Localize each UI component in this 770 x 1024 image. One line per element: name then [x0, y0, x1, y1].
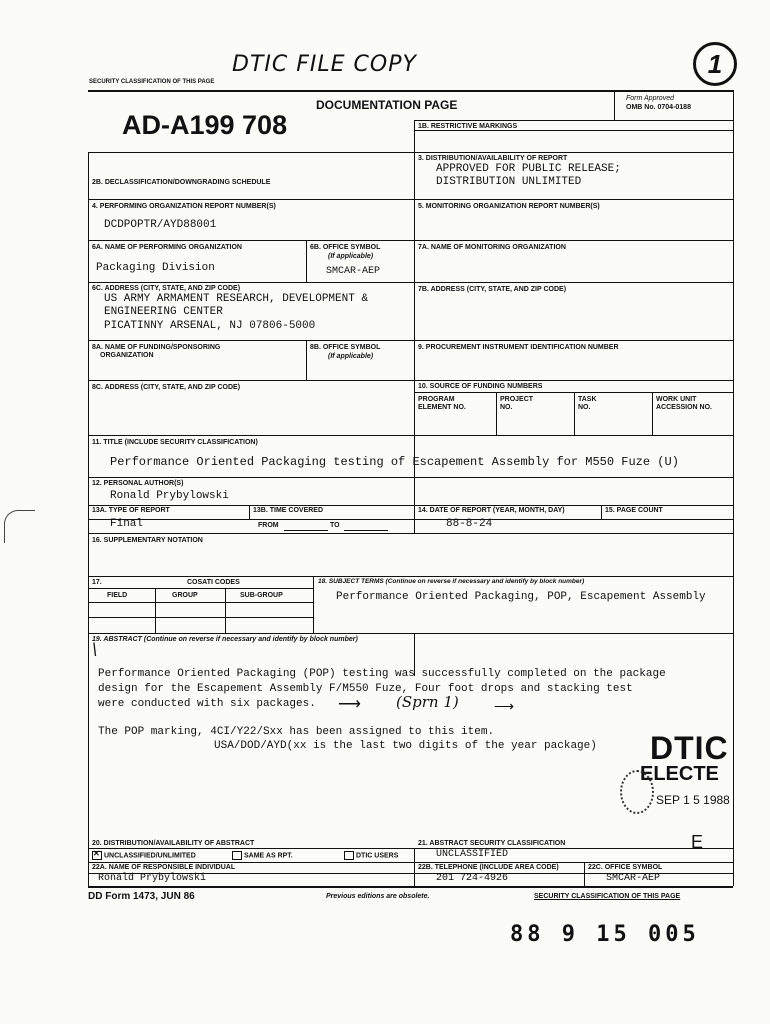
report-number-label: 4. PERFORMING ORGANIZATION REPORT NUMBER(S) — [92, 203, 276, 210]
report-type-value: Final — [110, 518, 144, 530]
cosati-field-label: FIELD — [107, 592, 128, 599]
abstract-security-value: UNCLASSIFIED — [436, 849, 509, 860]
ad-number: AD-A199 708 — [122, 110, 288, 140]
work-unit-label: WORK UNIT — [656, 396, 697, 403]
cosati-codes-label: COSATI CODES — [187, 579, 240, 586]
address-line-3: PICATINNY ARSENAL, NJ 07806-5000 — [104, 320, 316, 332]
dtic-stamp-electe: ELECTE — [640, 763, 719, 785]
abstract-label: 19. ABSTRACT (Continue on reverse if necessary and identify by block number) — [92, 636, 358, 643]
funding-office-symbol-label: 8B. OFFICE SYMBOL — [310, 344, 381, 351]
office-symbol-22c-label: 22C. OFFICE SYMBOL — [588, 864, 663, 871]
form-id: DD Form 1473, JUN 86 — [88, 891, 195, 902]
cosati-number-label: 17. — [92, 579, 102, 586]
telephone-value: 201 724-4926 — [436, 873, 509, 884]
same-as-rpt-option[interactable]: SAME AS RPT. — [232, 851, 293, 860]
performing-org-label: 6A. NAME OF PERFORMING ORGANIZATION — [92, 244, 242, 251]
abstract-line-1: Performance Oriented Packaging (POP) testing was successfully completed on the package — [98, 668, 666, 680]
program-element-label-2: ELEMENT NO. — [418, 404, 466, 411]
address-line-1: US ARMY ARMAMENT RESEARCH, DEVELOPMENT & — [104, 293, 369, 305]
task-no-label-2: NO. — [578, 404, 591, 411]
abstract-security-label: 21. ABSTRACT SECURITY CLASSIFICATION — [418, 840, 566, 847]
date-of-report-label: 14. DATE OF REPORT (YEAR, MONTH, DAY) — [418, 507, 565, 514]
time-covered-label: 13B. TIME COVERED — [253, 507, 324, 514]
abstract-line-4: The POP marking, 4CI/Y22/Sxx has been assigned to this item. — [98, 726, 495, 738]
monitoring-org-label: 7A. NAME OF MONITORING ORGANIZATION — [418, 244, 566, 251]
dtic-stamp-circle — [620, 770, 654, 814]
page-count-label: 15. PAGE COUNT — [605, 507, 663, 514]
office-symbol-22c-value: SMCAR-AEP — [606, 873, 661, 884]
time-covered-to: TO — [330, 522, 340, 529]
distribution-value-1: APPROVED FOR PUBLIC RELEASE; — [436, 163, 621, 175]
address-line-2: ENGINEERING CENTER — [104, 306, 223, 318]
previous-editions-note: Previous editions are obsolete. — [326, 893, 430, 900]
subject-terms-label: 18. SUBJECT TERMS (Continue on reverse if necessary and identify by block number) — [318, 578, 585, 585]
report-type-label: 13A. TYPE OF REPORT — [92, 507, 170, 514]
declassification-label: 2B. DECLASSIFICATION/DOWNGRADING SCHEDULE — [92, 179, 271, 186]
handwritten-note: (Sprn 1) — [396, 693, 459, 711]
arrow-annotation-1: ⟶ — [338, 696, 361, 713]
header-security-classification: SECURITY CLASSIFICATION OF THIS PAGE — [89, 79, 215, 85]
funding-address-label: 8C. ADDRESS (CITY, STATE, AND ZIP CODE) — [92, 384, 241, 391]
dtic-stamp-title: DTIC — [650, 730, 729, 766]
monitoring-report-label: 5. MONITORING ORGANIZATION REPORT NUMBER(S) — [418, 203, 600, 210]
subject-terms-value: Performance Oriented Packaging, POP, Escapement Assembly — [336, 591, 706, 603]
program-element-label: PROGRAM — [418, 396, 455, 403]
same-as-rpt-checkbox[interactable] — [232, 851, 242, 860]
omb-number: OMB No. 0704-0188 — [626, 104, 691, 111]
dtic-file-copy-stamp: DTIC FILE COPY — [232, 52, 417, 77]
funding-org-label: 8A. NAME OF FUNDING/SPONSORING — [92, 344, 221, 351]
distribution-value-2: DISTRIBUTION UNLIMITED — [436, 176, 582, 188]
dtic-users-option[interactable]: DTIC USERS — [344, 851, 398, 860]
doc-title: DOCUMENTATION PAGE — [316, 98, 458, 112]
funding-org-label-2: ORGANIZATION — [100, 352, 154, 359]
abstract-line-2: design for the Escapement Assembly F/M550 Fuze, Four foot drops and stacking test — [98, 683, 633, 695]
procurement-label: 9. PROCUREMENT INSTRUMENT IDENTIFICATION NUMBER — [418, 344, 619, 351]
performing-org-value: Packaging Division — [96, 262, 215, 274]
task-no-label: TASK — [578, 396, 597, 403]
source-funding-label: 10. SOURCE OF FUNDING NUMBERS — [418, 383, 543, 390]
author-label: 12. PERSONAL AUTHOR(S) — [92, 480, 184, 487]
supplementary-notation-label: 16. SUPPLEMENTARY NOTATION — [92, 537, 203, 544]
unclassified-unlimited-option[interactable]: ✕UNCLASSIFIED/UNLIMITED — [92, 851, 196, 860]
office-symbol-value: SMCAR-AEP — [326, 266, 381, 277]
distribution-abstract-label: 20. DISTRIBUTION/AVAILABILITY OF ABSTRACT — [92, 840, 255, 847]
circled-number-annotation: 1 — [693, 42, 737, 86]
title-label: 11. TITLE (INCLUDE SECURITY CLASSIFICATION) — [92, 439, 258, 446]
cosati-subgroup-label: SUB-GROUP — [240, 592, 283, 599]
abstract-check-mark: \ — [92, 640, 98, 660]
arrow-annotation-2: ⟶ — [494, 698, 515, 714]
date-of-report-value: 88-8-24 — [446, 518, 493, 530]
responsible-individual-value: Ronald Prybylowski — [98, 873, 207, 884]
author-value: Ronald Prybylowski — [110, 490, 229, 502]
abstract-line-5: USA/DOD/AYD(xx is the last two digits of the year package) — [214, 740, 597, 752]
address-label: 6C. ADDRESS (CITY, STATE, AND ZIP CODE) — [92, 285, 241, 292]
accession-number: 88 9 15 005 — [510, 922, 700, 947]
work-unit-label-2: ACCESSION NO. — [656, 404, 713, 411]
form-approved-label: Form Approved — [626, 95, 674, 102]
telephone-label: 22B. TELEPHONE (INCLUDE AREA CODE) — [418, 864, 559, 871]
monitoring-address-label: 7B. ADDRESS (CITY, STATE, AND ZIP CODE) — [418, 286, 567, 293]
restrictive-markings-label: 1B. RESTRICTIVE MARKINGS — [418, 123, 518, 130]
time-covered-from: FROM — [258, 522, 279, 529]
cosati-group-label: GROUP — [172, 592, 198, 599]
dtic-stamp-date: SEP 1 5 1988 — [656, 793, 730, 807]
dtic-users-checkbox[interactable] — [344, 851, 354, 860]
abstract-line-3: were conducted with six packages. — [98, 698, 316, 710]
unclassified-checkbox[interactable] — [92, 851, 102, 860]
report-number-value: DCDPOPTR/AYD88001 — [104, 219, 217, 231]
footer-security-classification: SECURITY CLASSIFICATION OF THIS PAGE — [534, 893, 681, 900]
distribution-label: 3. DISTRIBUTION/AVAILABILITY OF REPORT — [418, 155, 568, 162]
dtic-stamp-letter: E — [691, 832, 704, 852]
project-no-label-2: NO. — [500, 404, 513, 411]
project-no-label: PROJECT — [500, 396, 534, 403]
title-value: Performance Oriented Packaging testing of Escapement Assembly for M550 Fuze (U) — [110, 455, 679, 469]
office-symbol-label: 6B. OFFICE SYMBOL — [310, 244, 381, 251]
scan-bracket-mark — [4, 510, 35, 543]
office-symbol-sub: (If applicable) — [328, 253, 374, 260]
funding-office-symbol-sub: (If applicable) — [328, 353, 374, 360]
responsible-individual-label: 22A. NAME OF RESPONSIBLE INDIVIDUAL — [92, 864, 236, 871]
